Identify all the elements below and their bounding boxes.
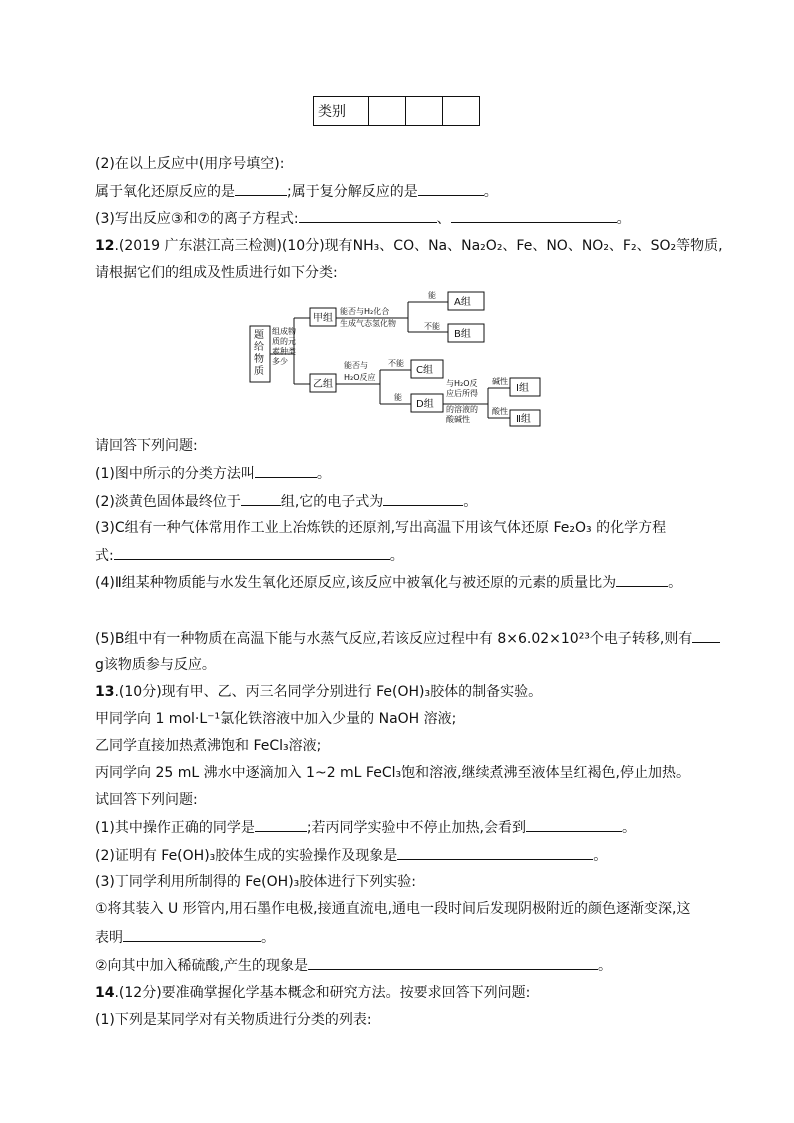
diagram-root-2: 给: [254, 342, 264, 353]
q12-ask: 请回答下列问题:: [95, 438, 198, 454]
q13-p2: (2)证明有 Fe(OH)₃胶体生成的实验操作及现象是 。: [95, 845, 607, 866]
yi-rule-2: H₂O反应: [344, 373, 376, 382]
q14-p1: (1)下列是某同学对有关物质进行分类的列表:: [95, 1012, 372, 1028]
group-b: B组: [454, 329, 471, 340]
q13-l1: 甲同学向 1 mol·L⁻¹氯化铁溶液中加入少量的 NaOH 溶液;: [95, 711, 457, 727]
jia-rule-1: 能否与H₂化合: [340, 307, 390, 316]
table-cell: [443, 97, 480, 126]
q12-p1: (1)图中所示的分类方法叫 。: [95, 463, 331, 484]
group-jia: 甲组: [313, 313, 333, 324]
q13-p3: (3)丁同学利用所制得的 Fe(OH)₃胶体进行下列实验:: [95, 874, 416, 890]
yi-rule-1: 能否与: [344, 361, 368, 370]
diagram-root-1: 题: [254, 330, 264, 341]
q11-part2: (2)在以上反应中(用序号填空):: [95, 156, 285, 172]
q13-l3: 丙同学向 25 mL 沸水中逐滴加入 1~2 mL FeCl₃饱和溶液,继续煮沸至液体呈红褐色,停止加热。: [95, 765, 691, 781]
d-rule-4: 酸碱性: [446, 415, 470, 424]
q13-ask: 试回答下列问题:: [95, 792, 198, 808]
label-buneng-b: 不能: [424, 322, 440, 331]
group-i: Ⅰ组: [516, 383, 529, 394]
label-suanxing: 酸性: [492, 407, 508, 416]
group-ii: Ⅱ组: [516, 414, 531, 425]
group-c: C组: [416, 365, 433, 376]
q13-p3i2: 表明 。: [95, 927, 275, 948]
diagram-root-4: 质: [254, 366, 264, 377]
group-d: D组: [416, 399, 434, 410]
diagram-root-3: 物: [254, 354, 264, 365]
q13-intro: 13.(10分)现有甲、乙、丙三名同学分别进行 Fe(OH)₃胶体的制备实验。: [95, 684, 543, 700]
q11-part2-answer: 属于氧化还原反应的是 ;属于复分解反应的是 。: [95, 181, 498, 202]
q12-p2: (2)淡黄色固体最终位于 组,它的电子式为 。: [95, 491, 477, 512]
table-header-cell: 类别: [314, 97, 369, 126]
jia-rule-2: 生成气态氢化物: [340, 319, 396, 328]
q12-p5a: (5)B组中有一种物质在高温下能与水蒸气反应,若该反应过程中有 8×6.02×10²³个电子转移,则有: [95, 628, 720, 649]
criterion-3: 素种类: [272, 347, 296, 356]
q13-p1: (1)其中操作正确的同学是 ;若丙同学实验中不停止加热,会看到 。: [95, 817, 636, 838]
criterion-4: 多少: [272, 357, 288, 366]
label-neng-a: 能: [428, 291, 436, 300]
d-rule-1: 与H₂O反: [446, 379, 478, 388]
q12-intro2: 请根据它们的组成及性质进行如下分类:: [95, 265, 338, 281]
q13-p3ii: ②向其中加入稀硫酸,产生的现象是 。: [95, 955, 612, 976]
table-cell: [406, 97, 443, 126]
q13-l2: 乙同学直接加热煮沸饱和 FeCl₃溶液;: [95, 738, 322, 754]
label-buneng-c: 不能: [388, 359, 404, 368]
q12-p5b: g该物质参与反应。: [95, 657, 216, 673]
table-cell: [369, 97, 406, 126]
category-table: [313, 96, 480, 126]
criterion-2: 质的元: [272, 337, 296, 346]
d-rule-3: 的溶液的: [446, 405, 478, 414]
q13-p3i: ①将其装入 U 形管内,用石墨作电极,接通直流电,通电一段时间后发现阴极附近的颜色逐渐变深,这: [95, 901, 691, 917]
q11-part3: (3)写出反应③和⑦的离子方程式: 、 。: [95, 208, 631, 229]
q12-p4: (4)Ⅱ组某种物质能与水发生氧化还原反应,该反应中被氧化与被还原的元素的质量比为 。: [95, 572, 682, 593]
group-yi: 乙组: [313, 379, 333, 390]
d-rule-2: 应后所得: [446, 389, 478, 398]
q14-intro: 14.(12分)要准确掌握化学基本概念和研究方法。按要求回答下列问题:: [95, 985, 531, 1001]
label-neng-d: 能: [394, 393, 402, 402]
classification-diagram: [248, 288, 548, 428]
label-jianxing: 碱性: [492, 377, 508, 386]
q12-p3b: 式: 。: [95, 545, 404, 566]
q12-p3a: (3)C组有一种气体常用作工业上冶炼铁的还原剂,写出高温下用该气体还原 Fe₂O₃ 的化学方程: [95, 520, 667, 536]
criterion-1: 组成物: [272, 327, 296, 336]
group-a: A组: [454, 297, 471, 308]
q12-intro: 12.(2019 广东湛江高三检测)(10分)现有NH₃、CO、Na、Na₂O₂、Fe、NO、NO₂、F₂、SO₂等物质,: [95, 238, 723, 254]
